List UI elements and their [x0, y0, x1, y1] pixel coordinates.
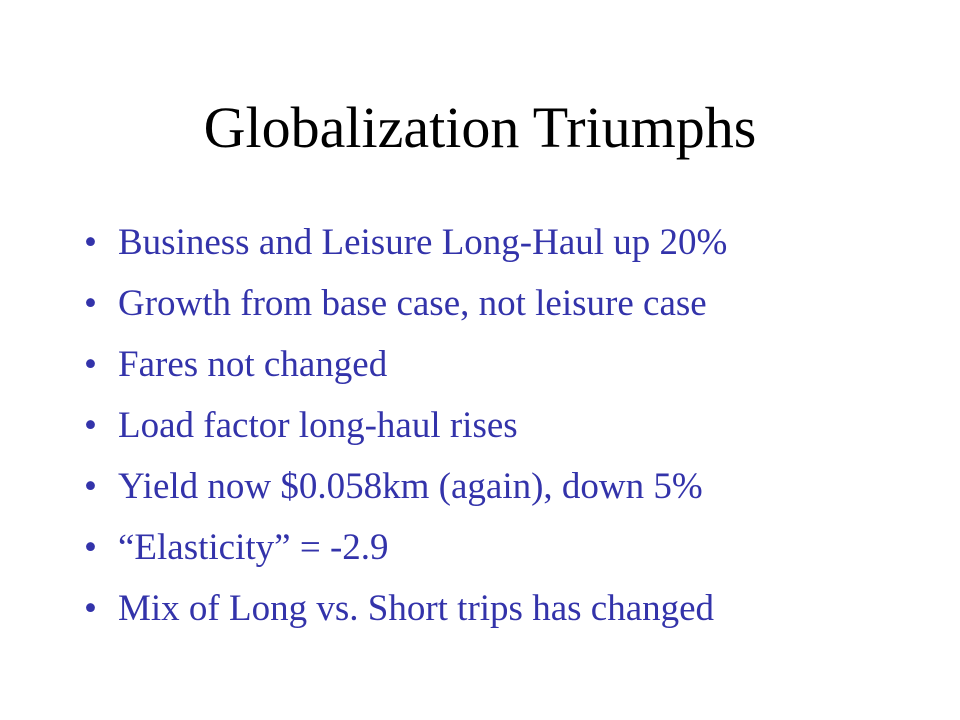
bullet-icon: • — [84, 405, 97, 446]
bullet-icon: • — [84, 283, 97, 324]
bullet-text: Fares not changed — [118, 344, 388, 385]
bullet-text: Business and Leisure Long-Haul up 20% — [118, 222, 728, 263]
bullet-text: “Elasticity” = -2.9 — [118, 527, 389, 568]
slide-title: Globalization Triumphs — [203, 95, 757, 160]
bullet-icon: • — [84, 222, 97, 263]
bullet-icon: • — [84, 588, 97, 629]
bullet-icon: • — [84, 466, 97, 507]
bullet-text: Yield now $0.058km (again), down 5% — [118, 466, 703, 507]
bullet-text: Load factor long-haul rises — [118, 405, 518, 446]
bullet-icon: • — [84, 527, 97, 568]
bullet-icon: • — [84, 344, 97, 385]
bullet-text: Growth from base case, not leisure case — [118, 283, 707, 324]
bullet-text: Mix of Long vs. Short trips has changed — [118, 588, 715, 629]
